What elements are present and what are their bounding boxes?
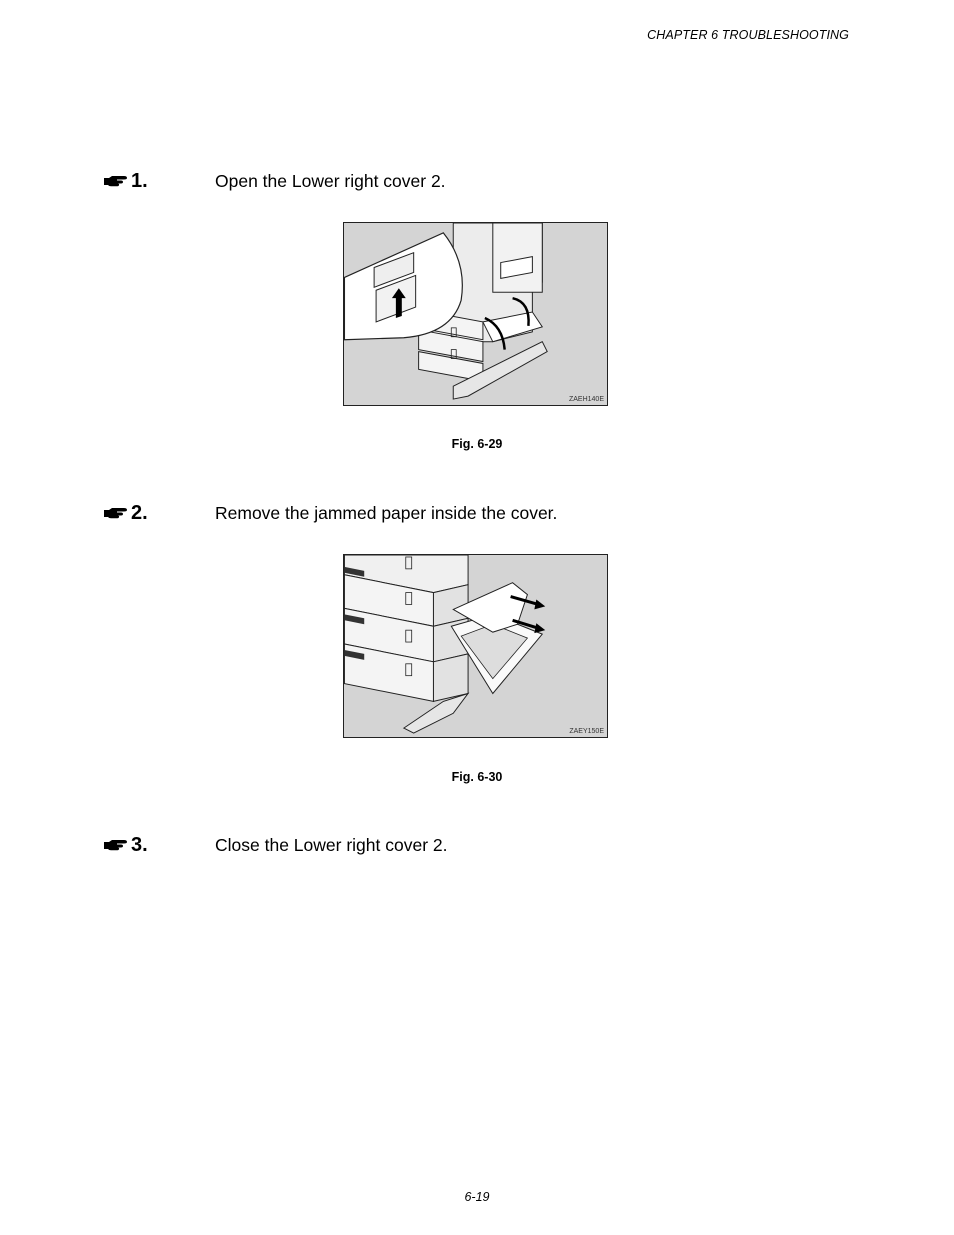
step-text: Close the Lower right cover 2.: [215, 835, 448, 855]
jammed-paper-illustration: [344, 555, 607, 737]
pointing-hand-icon: [102, 506, 128, 520]
figure-caption: Fig. 6-29: [451, 437, 503, 451]
pointing-hand-icon: [102, 174, 128, 188]
figure-code: ZAEY150E: [569, 728, 604, 735]
step-number: 3.: [131, 834, 148, 856]
figure-remove-paper: [343, 554, 608, 738]
page-number: 6-19: [464, 1190, 490, 1204]
pointing-hand-icon: [102, 838, 128, 852]
printer-cover-illustration: [344, 223, 607, 405]
step-number: 2.: [131, 502, 148, 524]
figure-caption: Fig. 6-30: [451, 770, 503, 784]
figure-code: ZAEH140E: [568, 396, 604, 403]
step-text: Remove the jammed paper inside the cover.: [215, 503, 558, 523]
figure-open-cover: [343, 222, 608, 406]
step-text: Open the Lower right cover 2.: [215, 171, 446, 191]
chapter-header: CHAPTER 6 TROUBLESHOOTING: [647, 28, 849, 42]
step-number: 1.: [131, 170, 148, 192]
